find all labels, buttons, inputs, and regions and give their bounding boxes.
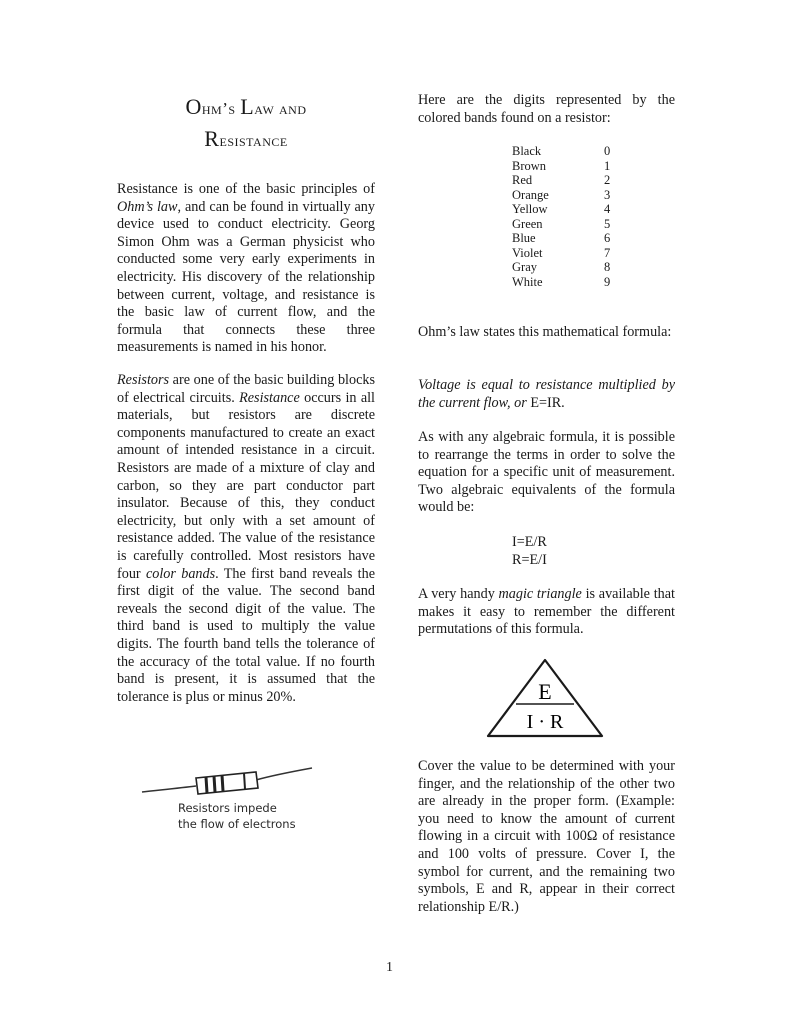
color-digit: 7: [604, 245, 611, 260]
title-text-hms: hm’s: [201, 99, 241, 118]
color-name: White: [512, 274, 543, 289]
color-digit: 4: [604, 202, 611, 216]
color-name: Green: [512, 216, 543, 231]
resistance-term: Resistance: [239, 389, 300, 406]
color-intro-paragraph: Here are the digits represented by the colored bands found on a resistor:: [418, 92, 675, 126]
color-digit: 6: [604, 231, 611, 245]
color-name: Gray: [512, 260, 537, 274]
color-code-row: [512, 144, 610, 159]
ohms-law-term: Ohm’s law: [117, 198, 178, 215]
triangle-ir-label: I · R: [526, 711, 564, 733]
color-code-row: [512, 217, 610, 232]
color-name: Yellow: [512, 202, 548, 216]
color-digit: 2: [604, 173, 611, 187]
page-title: [117, 92, 375, 156]
color-digit: 0: [604, 144, 611, 158]
color-name: Black: [512, 144, 542, 158]
color-bands-term: color bands: [145, 565, 216, 582]
figure-caption: Resistors impede the flow of electrons: [178, 801, 296, 831]
color-name: Red: [512, 173, 533, 187]
color-name: Violet: [512, 245, 543, 260]
color-name: Blue: [512, 231, 536, 245]
color-code-row: [512, 202, 610, 217]
color-code-row: [512, 275, 610, 290]
resistors-paragraph: Resistors are one of the basic building blocks of electrical circuits. Resistance occurs in all materials, but resistors are discrete components manufactured to create an exact amount of intended resistance in a circuit. Resistors are made of a mixture of clay and carbon, so they are part conductor part insulator. Because of this, they conduct electricity, but only with a set amount of resistance added. The value of the resistance is carefully controlled. Most resistors have four color bands. The first band reveals the first digit of the value. The second band reveals the second digit of the value. The third band is used to multiply the value digits. The fourth band tells the tolerance of the accuracy of the total value. If no fourth band is present, it is assumed that the tolerance is plus or minus 20%.: [117, 372, 376, 705]
voltage-formula-paragraph: Voltage is equal to resistance multiplied by the current flow, or E=IR.: [418, 377, 675, 411]
cover-value-paragraph: Cover the value to be determined with your finger, and the relationship of the other two are already in the proper form. (Example: you need to know the amount of current flowing in a circuit with 100Ω of resistance and 100 volts of pressure. Cover I, the symbol for current, and the remaining two symbols, E and R, appear in their correct relationship E/R.): [418, 758, 675, 915]
intro-paragraph: Resistance is one of the basic principles of Ohm’s law, and can be found in virtually any device used to conduct electricity. Georg Simon Ohm was a German physicist who conducted some very early experiments in electricity. His discovery of the relationship between current, voltage, and resistance is the basic law of current flow, and the formula that connects these three measurements is named in his honor.: [117, 181, 375, 356]
formula-list: [512, 533, 547, 569]
title-initial-o: O: [185, 94, 202, 119]
color-code-row: [512, 246, 610, 261]
color-name: Brown: [512, 158, 547, 173]
title-text-aw-and: aw and: [254, 99, 307, 118]
color-code-row: [512, 231, 610, 246]
ohms-law-statement: Ohm’s law states this mathematical formula:: [418, 324, 672, 340]
color-name: Orange: [512, 187, 549, 202]
magic-triangle-term: magic triangle: [498, 586, 582, 602]
color-digit: 9: [604, 274, 611, 289]
color-code-row: [512, 188, 610, 203]
color-code-row: [512, 173, 610, 188]
triangle-e-label: E: [538, 679, 552, 704]
title-text-esistance: esistance: [219, 131, 288, 150]
formula-eir: E=IR: [530, 394, 562, 411]
magic-triangle-diagram: [484, 656, 606, 740]
color-code-rows: [512, 144, 610, 289]
color-digit: 3: [604, 187, 611, 202]
resistors-term: Resistors: [117, 372, 170, 388]
color-digit: 1: [604, 158, 611, 173]
color-code-table: [512, 144, 610, 289]
formula-current: I=E/R: [512, 534, 547, 550]
color-digit: 5: [604, 216, 611, 231]
color-digit: 8: [604, 260, 611, 274]
color-code-row: [512, 260, 610, 275]
title-initial-l: L: [240, 94, 255, 119]
left-column: [117, 92, 376, 705]
title-initial-r: R: [204, 126, 220, 151]
algebra-paragraph: As with any algebraic formula, it is possible to rearrange the terms in order to solve the equation for a specific unit of measurement. Two algebraic equivalents of the formula would be:: [418, 429, 675, 516]
magic-triangle-paragraph: A very handy magic triangle is available that makes it easy to remember the different permutations of this formula.: [418, 586, 675, 638]
page-number: 1: [386, 960, 393, 975]
formula-resistance: R=E/I: [512, 552, 547, 568]
color-code-row: [512, 159, 610, 174]
